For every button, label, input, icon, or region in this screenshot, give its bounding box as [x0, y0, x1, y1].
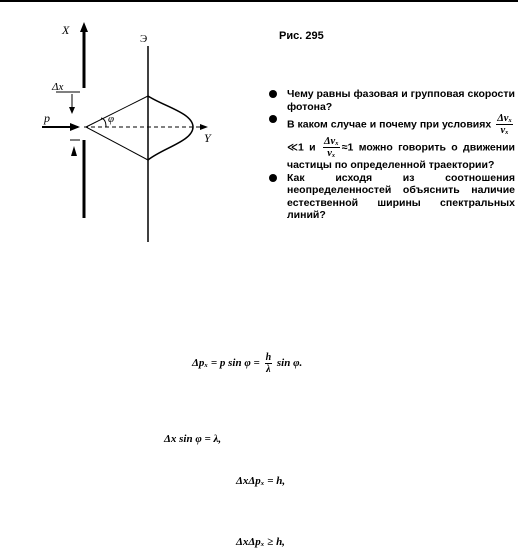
question-item-3: [265, 172, 515, 222]
barrier-lower-arrow: [71, 146, 77, 156]
fraction-denominator: λ: [266, 364, 271, 375]
equation-1-left: Δpₓ = p sin φ =: [192, 357, 260, 370]
x-axis-arrow: [80, 22, 88, 32]
top-rule: [0, 0, 518, 2]
dx-label: Δx: [52, 81, 64, 93]
question-text: Чему равны фазовая и групповая скорости фотона?: [287, 88, 515, 113]
dx-arrow: [69, 107, 75, 114]
x-axis-label: X: [62, 23, 70, 37]
question-list: [265, 88, 515, 222]
bullet-icon: [269, 115, 277, 123]
ray-upper: [86, 96, 148, 127]
diffraction-figure: [28, 18, 248, 248]
equation-1: [192, 352, 302, 375]
ray-lower: [86, 127, 148, 160]
equation-3: ΔxΔpₓ = h,: [236, 475, 286, 487]
fraction-numerator: Δvₓ: [497, 113, 513, 124]
equation-2: Δx sin φ = λ,: [164, 433, 222, 445]
angle-label: φ: [108, 113, 115, 125]
question-text-part: ≈1 можно говорить о движении частицы по определенной траектории?: [287, 141, 515, 171]
equation-4: ΔxΔpₓ ≥ h,: [236, 536, 285, 548]
question-item-2: [265, 113, 515, 172]
fraction: [496, 113, 513, 136]
y-axis-arrow: [200, 124, 208, 130]
question-text-part: В каком случае и почему при условиях: [287, 118, 492, 131]
bullet-icon: [269, 90, 277, 98]
question-text-part: ≪1 и: [287, 141, 316, 154]
fraction-denominator: vₓ: [327, 148, 336, 159]
momentum-arrow: [70, 123, 80, 131]
intensity-curve: [148, 96, 193, 160]
question-text: Как исходя из соотношения неопределенностей объяснить наличие естественной ширины спектральных линий?: [287, 171, 515, 221]
equation-1-right: sin φ.: [276, 357, 303, 370]
equation-1-fraction: [265, 352, 273, 375]
fraction-denominator: vₓ: [500, 125, 509, 136]
fraction: [323, 136, 340, 159]
screen-label: Э: [140, 33, 148, 45]
fraction-numerator: h: [265, 352, 272, 363]
fraction-numerator: Δvₓ: [323, 136, 339, 147]
momentum-label: p: [44, 111, 50, 125]
y-axis-label: Y: [204, 131, 211, 145]
bullet-icon: [269, 174, 277, 182]
figure-caption: Рис. 295: [279, 30, 324, 42]
question-item-1: [265, 88, 515, 113]
